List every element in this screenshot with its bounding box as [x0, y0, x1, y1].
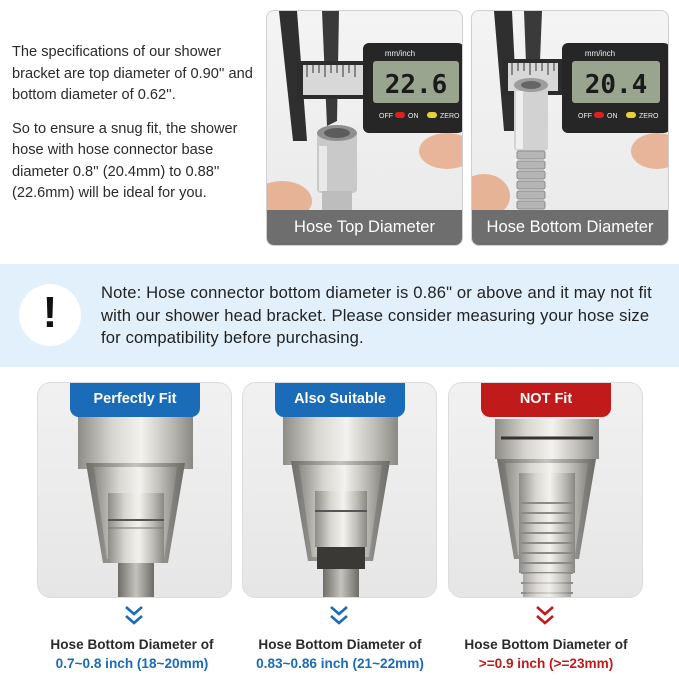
photo-caption: Hose Bottom Diameter [472, 210, 668, 245]
note-text: Note: Hose connector bottom diameter is 0.86" or above and it may not fit with our shower head bracket. Please consider measuring your hose size for compatibility before purchasing. [101, 283, 652, 347]
exclamation-icon: ! [19, 284, 81, 346]
caliper-off-label: OFF [379, 113, 393, 120]
diameter-range: 0.83~0.86 inch (21~22mm) [256, 656, 424, 671]
photo-hose-top-diameter [266, 10, 463, 246]
diameter-range: 0.7~0.8 inch (18~20mm) [55, 656, 209, 671]
photo-hose-bottom-diameter [471, 10, 669, 246]
diameter-label-perfectly-fit [22, 635, 242, 673]
photo-caption: Hose Top Diameter [267, 210, 462, 245]
fit-card-not-fit [448, 382, 643, 598]
caliper-on-label: ON [408, 113, 419, 120]
diameter-caption: Hose Bottom Diameter of [464, 637, 628, 652]
caliper-zero-label: ZERO [440, 113, 460, 120]
fit-card-also-suitable [242, 382, 437, 598]
caliper-zero-label: ZERO [639, 113, 659, 120]
diameter-caption: Hose Bottom Diameter of [50, 637, 214, 652]
chevron-down-icon [533, 604, 557, 628]
caliper-off-label: OFF [578, 113, 592, 120]
spec-paragraph-bracket: The specifications of our shower bracket are top diameter of 0.90'' and bottom diameter of 0.62''. [12, 44, 253, 103]
caliper-readout: 22.6 [384, 70, 448, 100]
note-banner [0, 264, 679, 367]
caliper-readout: 20.4 [584, 70, 648, 100]
diameter-label-also-suitable [230, 635, 450, 673]
chevron-down-icon [122, 604, 146, 628]
status-badge: Also Suitable [275, 383, 405, 417]
fit-card-perfectly-fit [37, 382, 232, 598]
caliper-unit-label: mm/inch [584, 49, 616, 58]
spec-description [12, 42, 264, 217]
caliper-unit-label: mm/inch [384, 49, 416, 58]
spec-paragraph-hose: So to ensure a snug fit, the shower hose with hose connector base diameter 0.8'' (20.4mm) to 0.88'' (22.6mm) will be ideal for you. [12, 120, 238, 201]
caliper-on-label: ON [607, 113, 618, 120]
status-badge: Perfectly Fit [70, 383, 200, 417]
status-badge: NOT Fit [481, 383, 611, 417]
diameter-range: >=0.9 inch (>=23mm) [478, 656, 614, 671]
chevron-down-icon [327, 604, 351, 628]
diameter-label-not-fit [436, 635, 656, 673]
diameter-caption: Hose Bottom Diameter of [258, 637, 422, 652]
